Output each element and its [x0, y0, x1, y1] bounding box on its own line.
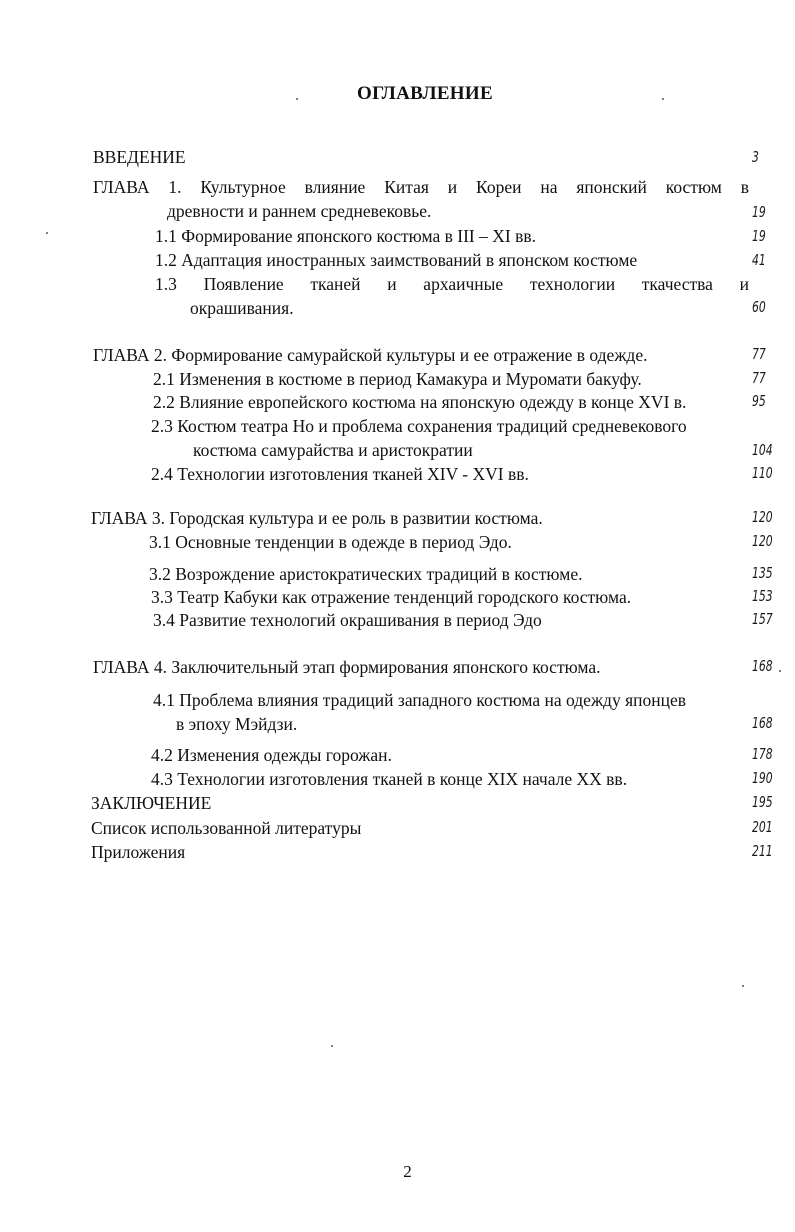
- toc-entry-chapter-3[interactable]: ГЛАВА 3. Городская культура и ее роль в развитии костюма.: [91, 508, 543, 528]
- toc-page-section-1-2: 41: [752, 251, 766, 269]
- toc-page-introduction: 3: [752, 148, 759, 166]
- toc-entry-references[interactable]: Список использованной литературы: [91, 818, 362, 838]
- toc-entry-section-2-2[interactable]: 2.2 Влияние европейского костюма на японскую одежду в конце XVI в.: [153, 392, 687, 412]
- toc-page-section-1-3: 60: [752, 298, 766, 316]
- toc-entry-introduction[interactable]: ВВЕДЕНИЕ: [93, 147, 186, 167]
- toc-entry-section-4-1-cont[interactable]: в эпоху Мэйдзи.: [176, 714, 298, 734]
- toc-page-section-4-1: 168: [752, 714, 773, 732]
- toc-page-section-1-1: 19: [752, 227, 766, 245]
- toc-page-section-2-3: 104: [752, 441, 773, 459]
- toc-page-chapter-2: 77: [752, 345, 766, 363]
- toc-entry-section-3-4[interactable]: 3.4 Развитие технологий окрашивания в период Эдо: [153, 610, 542, 630]
- scan-speck: [331, 1045, 333, 1047]
- toc-entry-section-2-3-cont[interactable]: костюма самурайства и аристократии: [193, 440, 473, 460]
- toc-page-section-3-4: 157: [752, 610, 773, 628]
- toc-entry-section-3-2[interactable]: 3.2 Возрождение аристократических традиций в костюме.: [149, 564, 583, 584]
- toc-page-conclusion: 195: [752, 793, 773, 811]
- toc-entry-section-1-3-cont[interactable]: окрашивания.: [190, 298, 294, 318]
- scan-speck: [662, 98, 664, 100]
- toc-page-section-2-2: 95: [752, 392, 766, 410]
- toc-entry-section-3-1[interactable]: 3.1 Основные тенденции в одежде в период Эдо.: [149, 532, 512, 552]
- toc-entry-section-1-3[interactable]: 1.3 Появление тканей и архаичные технологии ткачества и: [155, 274, 749, 294]
- toc-entry-section-4-1[interactable]: 4.1 Проблема влияния традиций западного костюма на одежду японцев: [153, 690, 686, 710]
- toc-entry-chapter-4[interactable]: ГЛАВА 4. Заключительный этап формирования японского костюма.: [93, 657, 601, 677]
- toc-page-section-2-1: 77: [752, 369, 766, 387]
- toc-entry-section-4-2[interactable]: 4.2 Изменения одежды горожан.: [151, 745, 392, 765]
- toc-entry-section-3-3[interactable]: 3.3 Театр Кабуки как отражение тенденций городского костюма.: [151, 587, 632, 607]
- toc-page-section-3-3: 153: [752, 587, 773, 605]
- toc-entry-section-2-4[interactable]: 2.4 Технологии изготовления тканей XIV - XVI вв.: [151, 464, 529, 484]
- toc-page-chapter-1: 19: [752, 203, 766, 221]
- toc-entry-appendix[interactable]: Приложения: [91, 842, 186, 862]
- scan-speck: [296, 98, 298, 100]
- toc-page-section-2-4: 110: [752, 464, 773, 482]
- toc-page-section-4-2: 178: [752, 745, 773, 763]
- toc-entry-section-2-1[interactable]: 2.1 Изменения в костюме в период Камакура и Муромати бакуфу.: [153, 369, 642, 389]
- scan-speck: [779, 670, 781, 672]
- toc-page-section-3-2: 135: [752, 564, 773, 582]
- toc-entry-section-1-1[interactable]: 1.1 Формирование японского костюма в III – XI вв.: [155, 226, 536, 246]
- toc-page-chapter-4: 168: [752, 657, 773, 675]
- toc-entry-section-2-3[interactable]: 2.3 Костюм театра Но и проблема сохранения традиций средневекового: [151, 416, 687, 436]
- toc-entry-section-4-3[interactable]: 4.3 Технологии изготовления тканей в конце XIX начале XX вв.: [151, 769, 628, 789]
- scan-speck: [742, 985, 744, 987]
- scan-speck: [46, 232, 48, 234]
- toc-page-section-4-3: 190: [752, 769, 773, 787]
- toc-page-section-3-1: 120: [752, 532, 773, 550]
- toc-page-appendix: 211: [752, 842, 773, 860]
- toc-entry-section-1-2[interactable]: 1.2 Адаптация иностранных заимствований в японском костюме: [155, 250, 638, 270]
- toc-entry-chapter-1[interactable]: ГЛАВА 1. Культурное влияние Китая и Кореи на японский костюм в: [93, 177, 749, 197]
- toc-page-references: 201: [752, 818, 773, 836]
- toc-entry-conclusion[interactable]: ЗАКЛЮЧЕНИЕ: [91, 793, 212, 813]
- page-title: ОГЛАВЛЕНИЕ: [357, 83, 493, 104]
- page-number: 2: [403, 1162, 412, 1181]
- toc-entry-chapter-1-cont[interactable]: древности и раннем средневековье.: [167, 201, 432, 221]
- toc-entry-chapter-2[interactable]: ГЛАВА 2. Формирование самурайской культуры и ее отражение в одежде.: [93, 345, 648, 365]
- toc-page-chapter-3: 120: [752, 508, 773, 526]
